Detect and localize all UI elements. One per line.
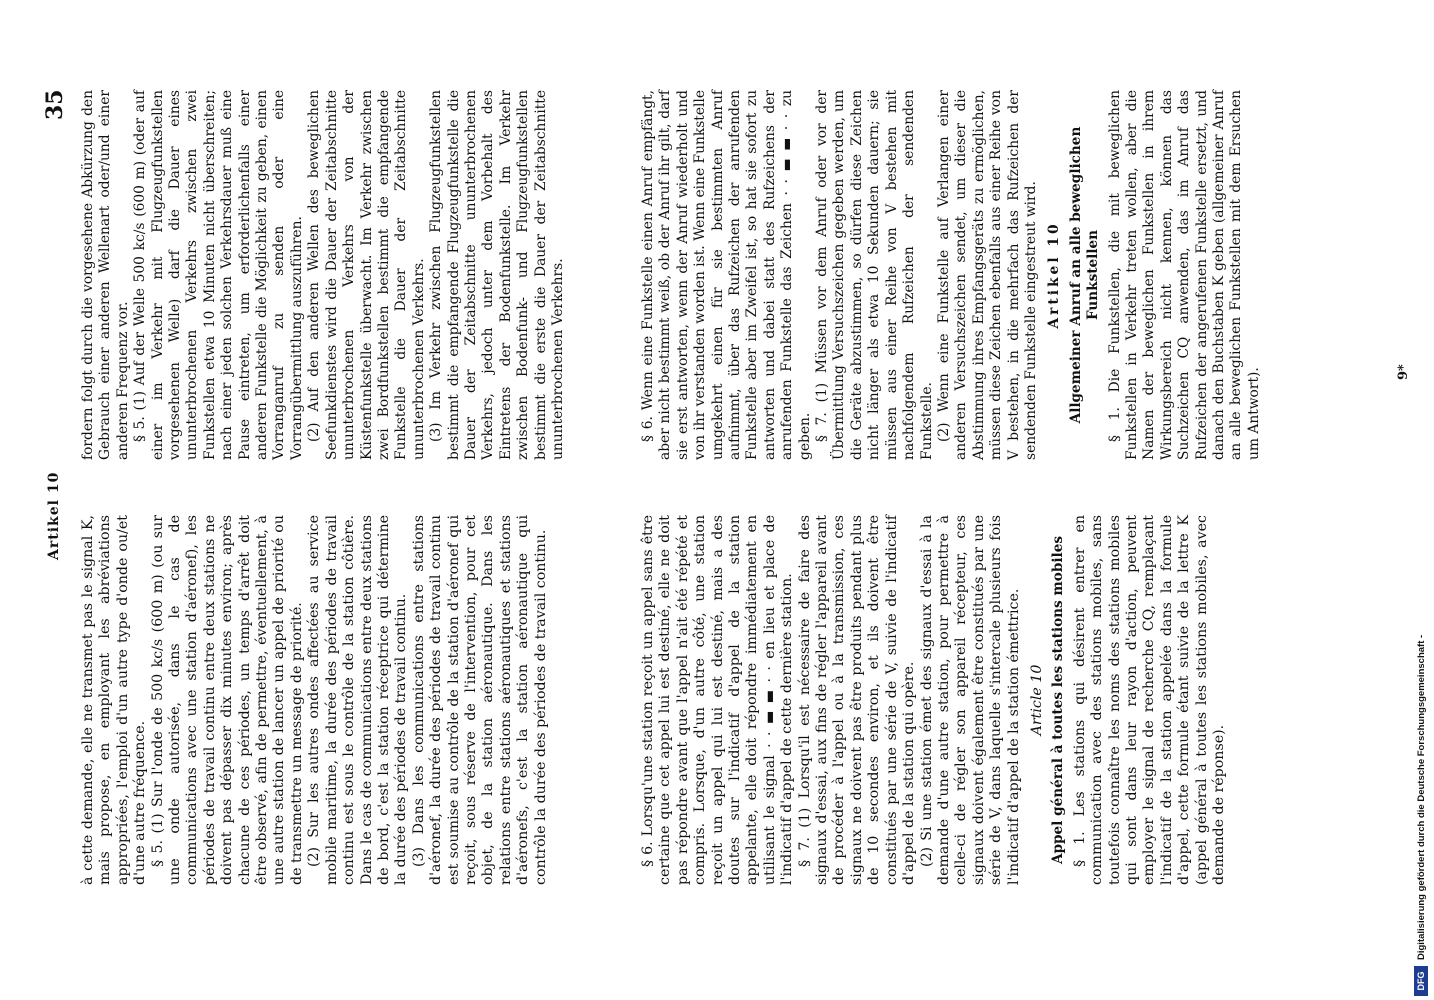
signature-mark: 9*: [1396, 364, 1411, 380]
paragraph: § 7. (1) Müssen vor dem Anruf oder vor der Übermittlung Versuchszeichen gegeben werden, um die Geräte abzustimmen, so dürfen diese Zeichen nicht länger als etwa 10 Sekunden dauern; sie müssen aus einer Reihe von V bestehen mit nachfolgendem Rufzeichen der sendenden Funkstelle.: [814, 90, 935, 460]
paragraph: (2) Sur les autres ondes affectées au service mobile maritime, la durée des périodes de travail continu est sous le contrôle de la station côtière. Dans le cas de communications entre deux stations de bord, c'est la station réceptrice qui détermine la durée des périodes de travail continu.: [306, 515, 410, 885]
paragraph: § 5. (1) Auf der Welle 500 kc/s (600 m) (oder auf einer im Verkehr mit Flugzeugfunkstellen vorgesehenen Welle) darf die Dauer eines ununterbrochenen Verkehrs zwischen zwei Funkstellen etwa 10 Minuten nicht überschreiten; nach einer jeden solchen Verkehrsdauer muß eine Pause eintreten, um erforderlichenfalls einer anderen Funkstelle die Möglichkeit zu geben, einen Vorranganruf zu senden oder eine Vorrangübermittlung auszuführen.: [132, 90, 305, 460]
paragraph: § 6. Wenn eine Funkstelle einen Anruf empfängt, aber nicht bestimmt weiß, ob der Anruf ihr gilt, darf sie erst antworten, wenn der Anruf wiederholt und von ihr verstanden worden ist. Wenn eine Funkstelle umgekehrt einen für sie bestimmten Anruf aufnimmt, über das Rufzeichen der anrufenden Funkstelle aber im Zweifel ist, so hat sie sofort zu antworten und dabei statt des Rufzeichens der anrufenden Funkstelle das Zeichen · · ▬ ▬ · · zu geben.: [640, 90, 813, 460]
paragraph: (2) Wenn eine Funkstelle auf Verlangen einer anderen Versuchszeichen sendet, um dieser die Abstimmung ihres Empfangsgeräts zu ermöglichen, müssen diese Zeichen ebenfalls aus einer Reihe von V bestehen, in die mehrfach das Rufzeichen der sendenden Funkstelle eingestreut wird.: [935, 90, 1039, 460]
french-column-top: [80, 515, 550, 885]
article-subtitle: Allgemeiner Anruf an alle beweglichen Funkstellen: [1067, 126, 1102, 424]
page-number: 35: [42, 89, 68, 120]
paragraph: (2) Auf den anderen Wellen des beweglichen Seefunkdienstes wird die Dauer der Zeitabschnitte ununterbrochenen Verkehrs von der Küstenfunkstelle überwacht. Im Verkehr zwischen zwei Bordfunkstellen bestimmt die empfangende Funkstelle die Dauer der Zeitabschnitte ununterbrochenen Verkehrs.: [306, 90, 427, 460]
paragraph: § 1. Die Funkstellen, die mit beweglichen Funkstellen in Verkehr treten wollen, aber die Namen der beweglichen Funkstellen in ihrem Wirkungsbereich nicht kennen, können das Suchzeichen CQ anwenden, das im Anruf das Rufzeichen der angerufenen Funkstelle ersetzt, und danach den Buchstaben K geben (allgemeiner Anruf an alle beweglichen Funkstellen mit dem Ersuchen um Antwort).: [1106, 90, 1262, 460]
digitization-credit: [1410, 0, 1432, 1000]
article-title: Artikel 10: [1046, 221, 1063, 329]
running-head: Artikel 10: [46, 471, 62, 560]
credit-text: Digitalisierung gefördert durch die Deutsche Forschungsgemeinschaft -: [1415, 634, 1427, 960]
paragraph: § 1. Les stations qui désirent entrer en communication avec des stations mobiles, sans toutefois connaître les noms des stations mobiles qui sont dans leur rayon d'action, peuvent employer le signal de recherche CQ, remplaçant l'indicatif de la station appelée dans la formule d'appel, cette formule étant suivie de la lettre K (appel général à toutes les stations mobiles, avec demande de réponse).: [1071, 515, 1227, 885]
paragraph: (2) Si une station émet des signaux d'essai à la demande d'une autre station, pour permettre à celle-ci de régler son appareil récepteur, ces signaux doivent également être constitués par une série de V, dans laquelle s'intercale plusieurs fois l'indicatif d'appel de la station émettrice.: [918, 515, 1022, 885]
article-subtitle: Appel général à toutes les stations mobiles: [1050, 535, 1067, 865]
paragraph: § 7. (1) Lorsqu'il est nécessaire de faire des signaux d'essai, aux fins de régler l'appareil avant de procéder à l'appel ou à la transmission, ces signaux ne doivent pas être produits pendant plus de 10 secondes environ, et ils doivent être constitués par une série de V, suivie de l'indicatif d'appel de la station qui opère.: [796, 515, 918, 885]
article-title: Article 10: [1028, 664, 1045, 736]
german-column-top: [80, 90, 567, 460]
paragraph: (3) Im Verkehr zwischen Flugzeugfunkstellen bestimmt die empfangende Flugzeugfunkstelle die Dauer der Zeitabschnitte ununterbrochenen Verkehrs, jedoch unter dem Vorbehalt des Eintretens der Bodenfunkstelle. Im Verkehr zwischen Bodenfunk- und Flugzeugfunkstellen bestimmt die erste die Dauer der Zeitabschnitte ununterbrochenen Verkehrs.: [428, 90, 566, 460]
paragraph: § 6. Lorsqu'une station reçoit un appel sans être certaine que cet appel lui est destiné, elle ne doit pas répondre avant que l'appel n'ait été répété et compris. Lorsque, d'un autre côté, une station reçoit un appel qui lui est destiné, mais a des doutes sur l'indicatif d'appel de la station appelante, elle doit répondre immédiatement en utilisant le signal · · ▬ ▬ · · en lieu et place de l'indicatif d'appel de cette dernière station.: [640, 515, 796, 885]
german-column-bottom: [640, 90, 1263, 460]
paragraph: fordern folgt durch die vorgesehene Abkürzung den Gebrauch einer anderen Wellenart oder/und einer anderen Frequenz vor.: [80, 90, 131, 460]
paragraph: § 5. (1) Sur l'onde de 500 kc/s (600 m) (ou sur une onde autorisée, dans le cas de communications avec une station d'aéronef), les périodes de travail continu entre deux stations ne doivent pas dépasser dix minutes environ; après chacune de ces périodes, un temps d'arrêt doit être observé, afin de permettre, éventuellement, à une autre station de lancer un appel de priorité ou de transmettre un message de priorité.: [149, 515, 305, 885]
french-column-bottom: [640, 515, 1228, 885]
paragraph: (3) Dans les communications entre stations d'aéronef, la durée des périodes de travail continu est soumise au contrôle de la station d'aéronef qui reçoit, sous réserve de l'intervention, pour cet objet, de la station aéronautique. Dans les relations entre stations aéronautiques et stations d'aéronefs, c'est la station aéronautique qui contrôle la durée des périodes de travail continu.: [410, 515, 549, 885]
paragraph: à cette demande, elle ne transmet pas le signal K, mais propose, en employant les abréviations appropriées, l'emploi d'un autre type d'onde ou/et d'une autre fréquence.: [80, 515, 149, 885]
dfg-logo: DFG: [1414, 966, 1428, 996]
